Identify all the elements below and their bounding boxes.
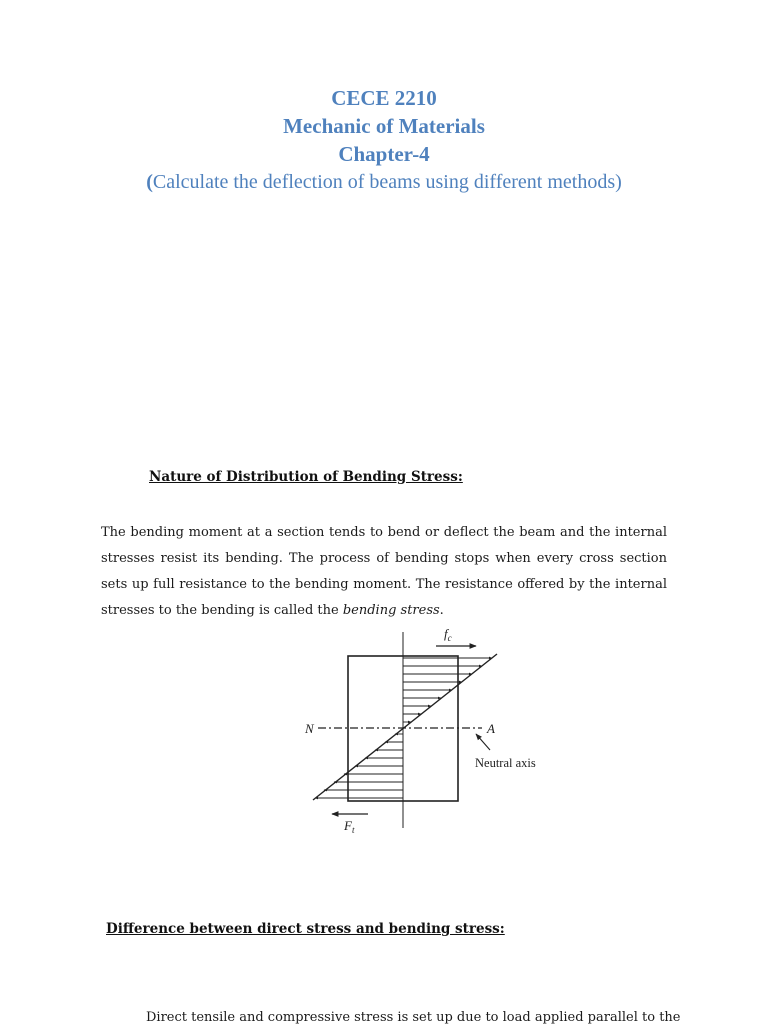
paragraph-period: . bbox=[439, 603, 444, 618]
topic-text: Calculate the deflection of beams using different methods) bbox=[152, 171, 622, 193]
fc-label: $f_c$ bbox=[444, 626, 452, 643]
course-code: CECE 2210 bbox=[331, 86, 437, 110]
compression-stress-arrows bbox=[403, 658, 492, 722]
ft-label: $F_t$ bbox=[344, 818, 355, 835]
document-title-block bbox=[0, 84, 768, 196]
paragraph-direct-stress: Direct tensile and compressive stress is set up due to load applied parallel to the bbox=[146, 1010, 681, 1025]
course-subject: Mechanic of Materials bbox=[283, 114, 485, 138]
emphasis-bending-stress: bending stress bbox=[342, 603, 440, 618]
topic-open-paren: ( bbox=[146, 171, 153, 193]
section-heading-direct-vs-bending: Difference between direct stress and bending stress: bbox=[106, 921, 505, 937]
paragraph-bending-stress bbox=[101, 520, 667, 624]
section-heading-bending-stress: Nature of Distribution of Bending Stress: bbox=[149, 469, 463, 485]
neutral-axis-pointer bbox=[476, 734, 490, 750]
paragraph-text: The bending moment at a section tends to bend or deflect the beam and the internal stresses resist its bending. The process of bending stops when every cross section sets up full resistance to the bending moment. The resistance offered by the internal stresses to the bending is called the bbox=[101, 525, 667, 618]
chapter-title: Chapter-4 bbox=[338, 142, 430, 166]
stress-distribution-line bbox=[313, 654, 497, 800]
chapter-topic bbox=[0, 168, 768, 196]
label-a: A bbox=[487, 721, 495, 736]
bending-stress-diagram bbox=[296, 622, 556, 842]
neutral-axis-label: Neutral axis bbox=[475, 756, 536, 770]
label-n: N bbox=[305, 721, 314, 736]
